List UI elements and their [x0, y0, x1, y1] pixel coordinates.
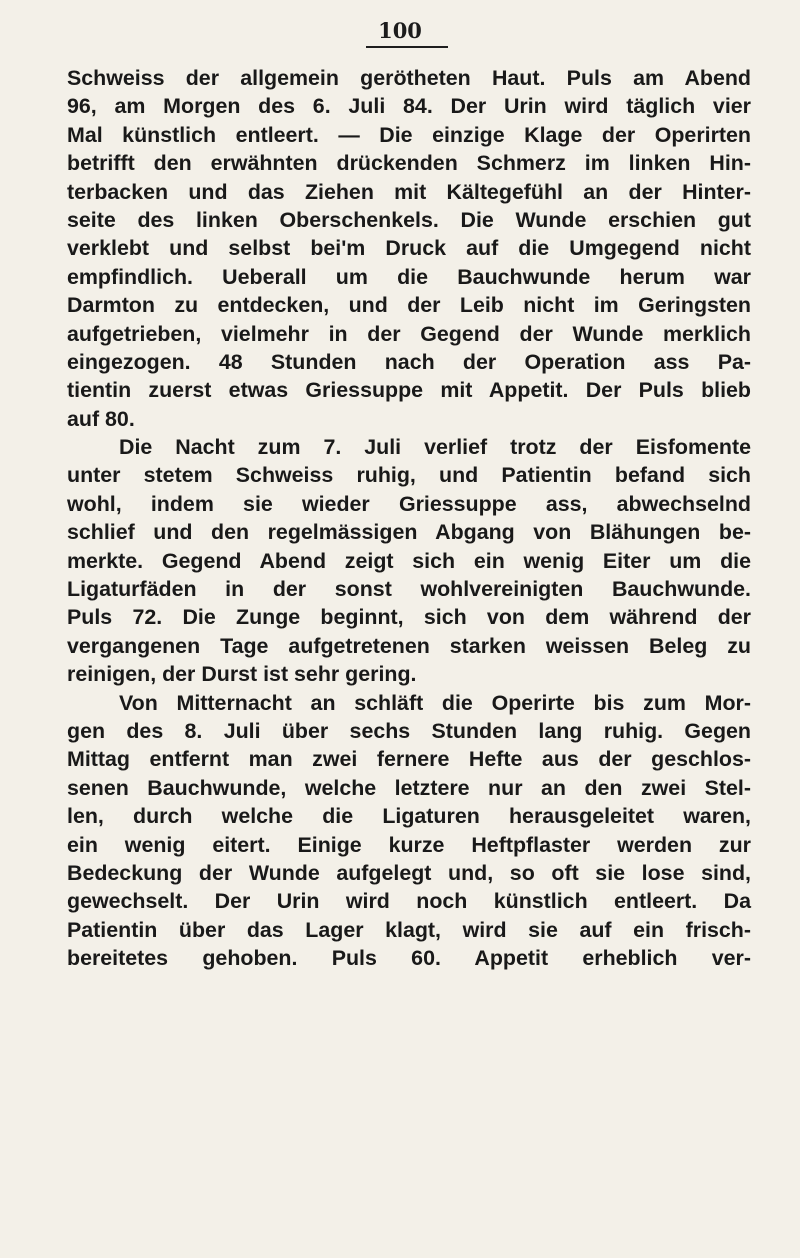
- body-text: [67, 64, 751, 973]
- text-line: vergangenen Tage aufgetretenen starken weissen Beleg zu: [67, 633, 751, 658]
- text-line: Patientin über das Lager klagt, wird sie auf ein frisch-: [67, 917, 751, 942]
- text-line: len, durch welche die Ligaturen herausgeleitet waren,: [67, 804, 751, 829]
- text-line: Mal künstlich entleert. — Die einzige Klage der Operirten: [67, 122, 751, 147]
- text-line: Von Mitternacht an schläft die Operirte bis zum Mor-: [119, 690, 751, 715]
- text-line: Bedeckung der Wunde aufgelegt und, so oft sie lose sind,: [67, 860, 751, 885]
- text-line: wohl, indem sie wieder Griessuppe ass, abwechselnd: [67, 491, 751, 516]
- text-line: terbacken und das Ziehen mit Kältegefühl an der Hinter-: [67, 179, 751, 204]
- text-line: Puls 72. Die Zunge beginnt, sich von dem während der: [67, 605, 751, 630]
- text-line: bereitetes gehoben. Puls 60. Appetit erheblich ver-: [67, 946, 751, 971]
- text-line: verklebt und selbst bei'm Druck auf die Umgegend nicht: [67, 236, 751, 261]
- text-line: 96, am Morgen des 6. Juli 84. Der Urin wird täglich vier: [67, 94, 751, 119]
- text-line: Mittag entfernt man zwei fernere Hefte aus der geschlos-: [67, 747, 751, 772]
- text-line: Schweiss der allgemein gerötheten Haut. Puls am Abend: [67, 66, 751, 90]
- text-line: betrifft den erwähnten drückenden Schmerz im linken Hin-: [67, 151, 751, 176]
- text-line: eingezogen. 48 Stunden nach der Operation ass Pa-: [67, 349, 751, 374]
- page-number: 100: [378, 18, 422, 43]
- text-line: auf 80.: [67, 406, 135, 431]
- text-line: unter stetem Schweiss ruhig, und Patientin befand sich: [67, 463, 751, 488]
- text-line: gewechselt. Der Urin wird noch künstlich entleert. Da: [67, 889, 751, 914]
- text-line: seite des linken Oberschenkels. Die Wunde erschien gut: [67, 207, 751, 232]
- text-line: Ligaturfäden in der sonst wohlvereinigten Bauchwunde.: [67, 577, 751, 602]
- text-line: tientin zuerst etwas Griessuppe mit Appetit. Der Puls blieb: [67, 378, 751, 403]
- text-line: gen des 8. Juli über sechs Stunden lang ruhig. Gegen: [67, 718, 751, 743]
- header-rule: [366, 46, 448, 48]
- text-line: Darmton zu entdecken, und der Leib nicht im Geringsten: [67, 293, 751, 318]
- text-line: ein wenig eitert. Einige kurze Heftpflaster werden zur: [67, 832, 751, 857]
- text-line: empfindlich. Ueberall um die Bauchwunde herum war: [67, 264, 751, 289]
- text-line: reinigen, der Durst ist sehr gering.: [67, 662, 417, 687]
- text-line: senen Bauchwunde, welche letztere nur an den zwei Stel-: [67, 775, 751, 800]
- text-line: Die Nacht zum 7. Juli verlief trotz der Eisfomente: [119, 435, 751, 460]
- text-line: merkte. Gegend Abend zeigt sich ein wenig Eiter um die: [67, 548, 751, 573]
- text-line: aufgetrieben, vielmehr in der Gegend der Wunde merklich: [67, 321, 751, 346]
- text-line: schlief und den regelmässigen Abgang von Blähungen be-: [67, 520, 751, 545]
